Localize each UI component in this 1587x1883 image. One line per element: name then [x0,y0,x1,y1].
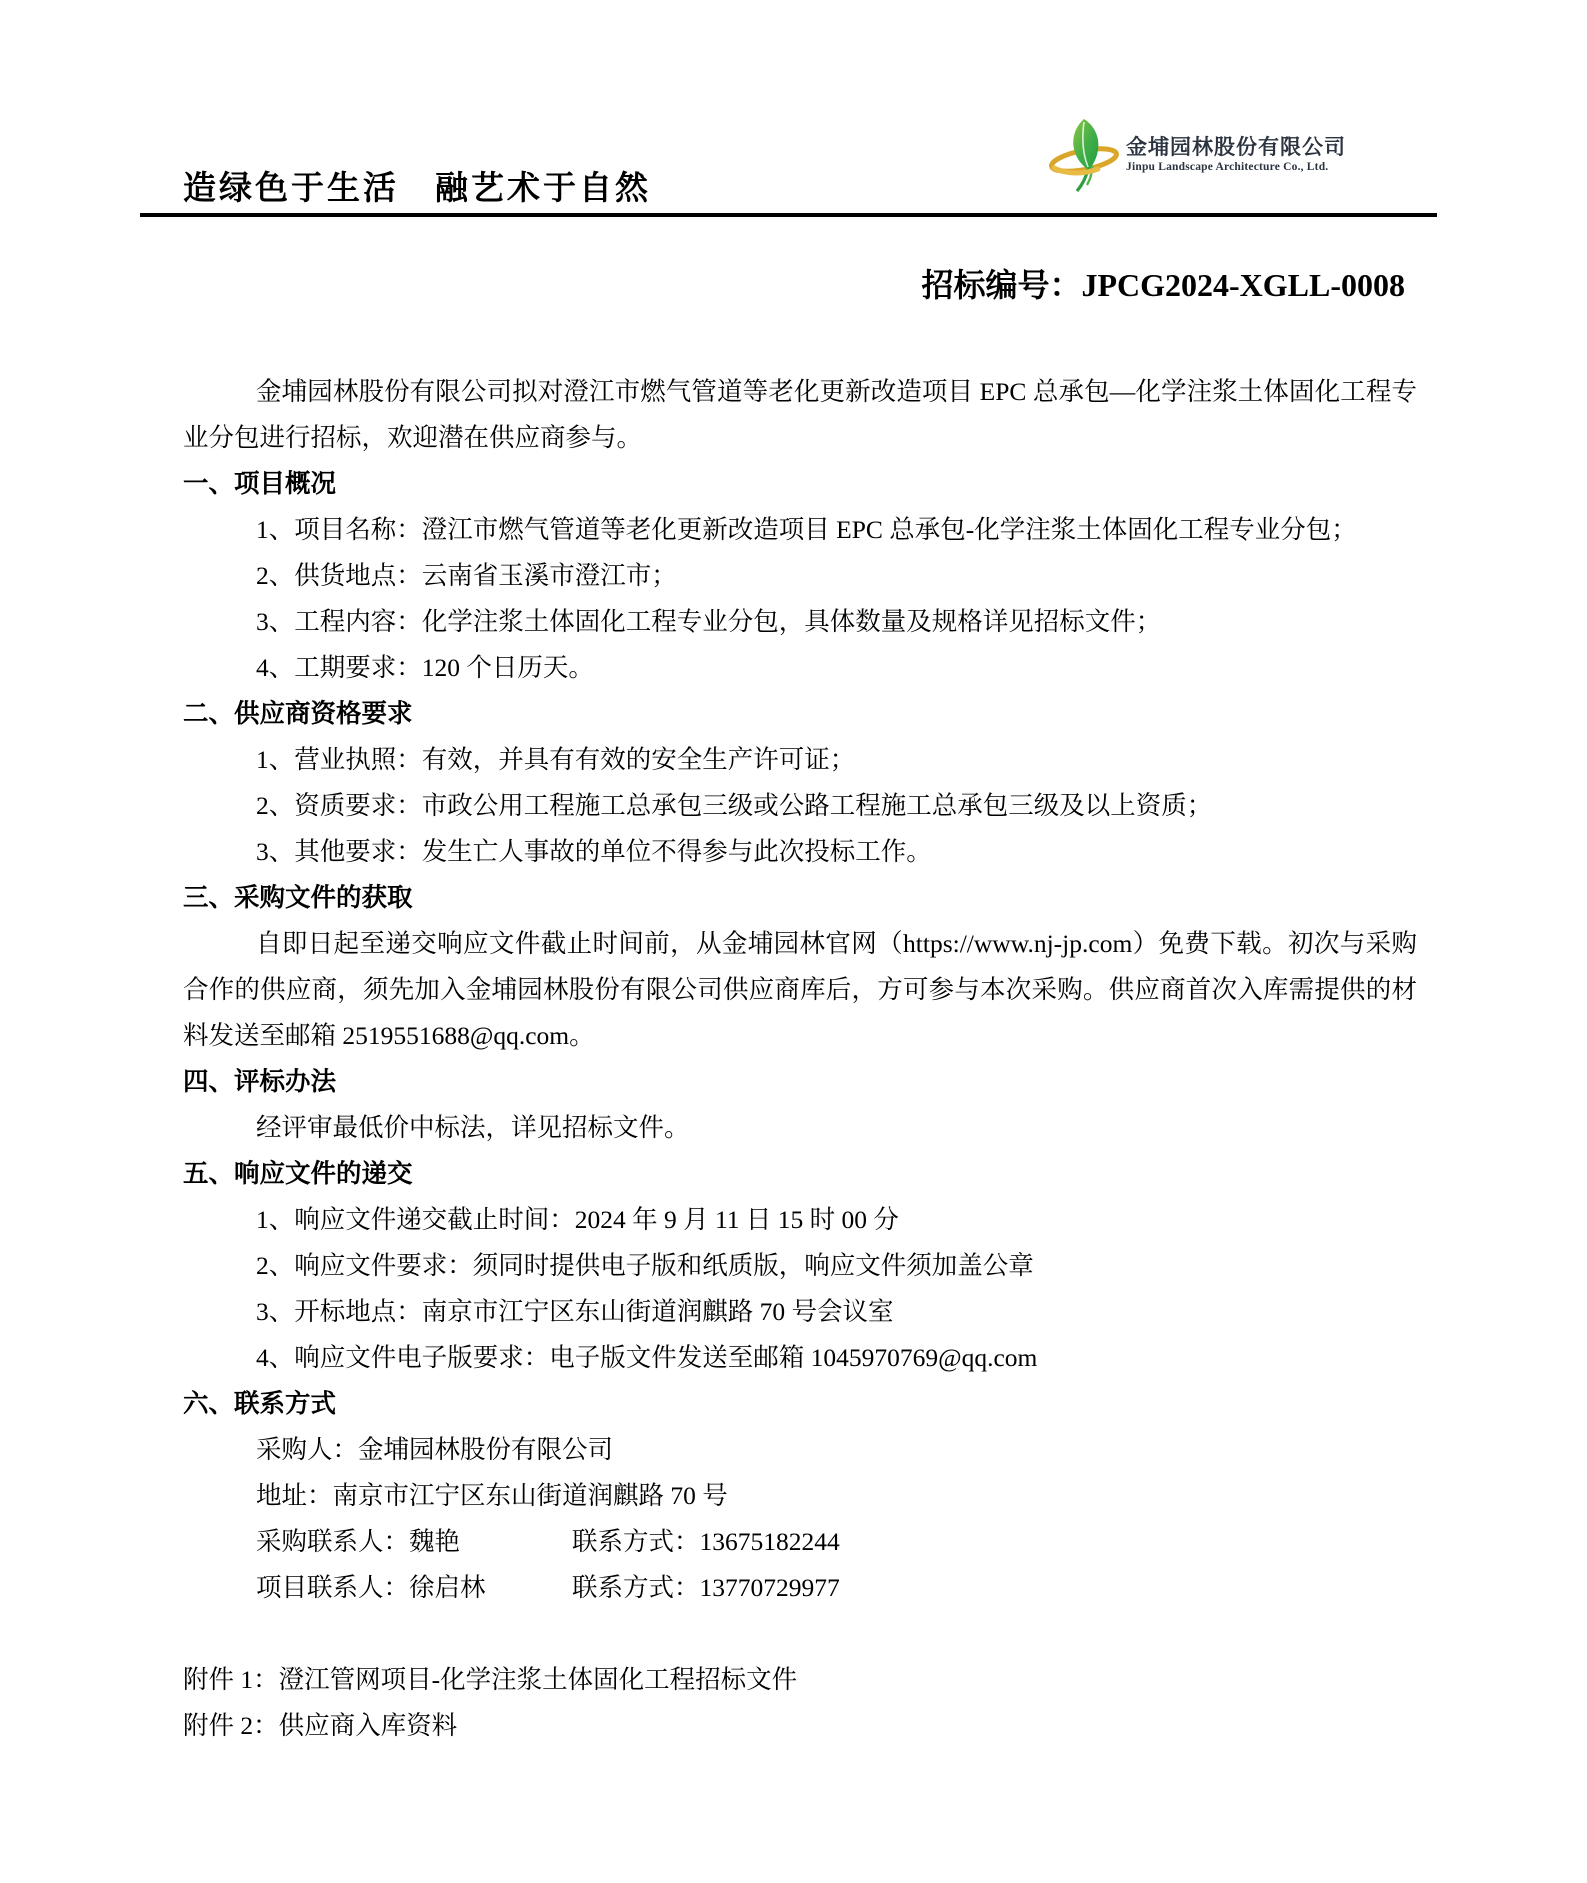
section-item: 1、营业执照：有效，并具有有效的安全生产许可证； [256,745,856,774]
company-slogan: 造绿色于生活 融艺术于自然 [183,168,651,207]
project-contact-phone: 联系方式：13770729977 [572,1573,840,1602]
section-item: 4、工期要求：120 个日历天。 [256,653,594,682]
contact-row [183,1519,1417,1565]
procurement-contact-name: 采购联系人：魏艳 [256,1527,461,1556]
section-title-supplier-qualifications: 二、供应商资格要求 [183,699,413,728]
section-item: 4、响应文件电子版要求：电子版文件发送至邮箱 1045970769@qq.com [256,1343,1038,1372]
section-item: 2、响应文件要求：须同时提供电子版和纸质版，响应文件须加盖公章 [256,1251,1034,1280]
intro-paragraph: 金埔园林股份有限公司拟对澄江市燃气管道等老化更新改造项目 EPC 总承包—化学注浆土体固化工程专业分包进行招标，欢迎潜在供应商参与。 [183,377,1417,452]
section-paragraph: 自即日起至递交响应文件截止时间前，从金埔园林官网（https://www.nj-jp.com）免费下载。初次与采购合作的供应商，须先加入金埔园林股份有限公司供应商库后，方可参与本次采购。供应商首次入库需提供的材料发送至邮箱 2519551688@qq.com。 [183,929,1417,1050]
attachment-item: 附件 2：供应商入库资料 [183,1711,458,1740]
purchaser-line: 采购人：金埔园林股份有限公司 [256,1435,614,1464]
section-title-evaluation-method: 四、评标办法 [183,1067,337,1096]
section-item: 1、项目名称：澄江市燃气管道等老化更新改造项目 EPC 总承包-化学注浆土体固化工程专业分包； [256,515,1357,544]
section-title-contact-info: 六、联系方式 [183,1389,337,1418]
project-contact-name: 项目联系人：徐启林 [256,1573,486,1602]
header-divider-rule [140,213,1437,217]
document-body [183,369,1417,1749]
tender-number [185,260,1405,306]
section-item: 3、工程内容：化学注浆土体固化工程专业分包，具体数量及规格详见招标文件； [256,607,1162,636]
section-paragraph: 经评审最低价中标法，详见招标文件。 [256,1113,690,1142]
tender-number-label: 招标编号： [921,267,1082,303]
logo-company-name-en: Jinpu Landscape Architecture Co., Ltd. [1126,161,1329,173]
logo-text-block [1126,136,1346,174]
section-title-document-acquisition: 三、采购文件的获取 [183,883,413,912]
section-item: 3、开标地点：南京市江宁区东山街道润麒路 70 号会议室 [256,1297,894,1326]
blank-line [183,1611,1417,1657]
company-logo [1048,116,1346,194]
logo-company-name-cn: 金埔园林股份有限公司 [1126,136,1346,159]
contact-row [183,1565,1417,1611]
section-item: 1、响应文件递交截止时间：2024 年 9 月 11 日 15 时 00 分 [256,1205,899,1234]
section-item: 2、供货地点：云南省玉溪市澄江市； [256,561,677,590]
procurement-contact-phone: 联系方式：13675182244 [572,1527,840,1556]
leaf-swoosh-icon [1048,116,1122,194]
section-item: 2、资质要求：市政公用工程施工总承包三级或公路工程施工总承包三级及以上资质； [256,791,1213,820]
section-title-response-submission: 五、响应文件的递交 [183,1159,413,1188]
tender-number-value: JPCG2024-XGLL-0008 [1081,267,1405,303]
attachment-item: 附件 1：澄江管网项目-化学注浆土体固化工程招标文件 [183,1665,798,1694]
section-title-project-overview: 一、项目概况 [183,469,337,498]
section-item: 3、其他要求：发生亡人事故的单位不得参与此次投标工作。 [256,837,932,866]
address-line: 地址：南京市江宁区东山街道润麒路 70 号 [256,1481,728,1510]
